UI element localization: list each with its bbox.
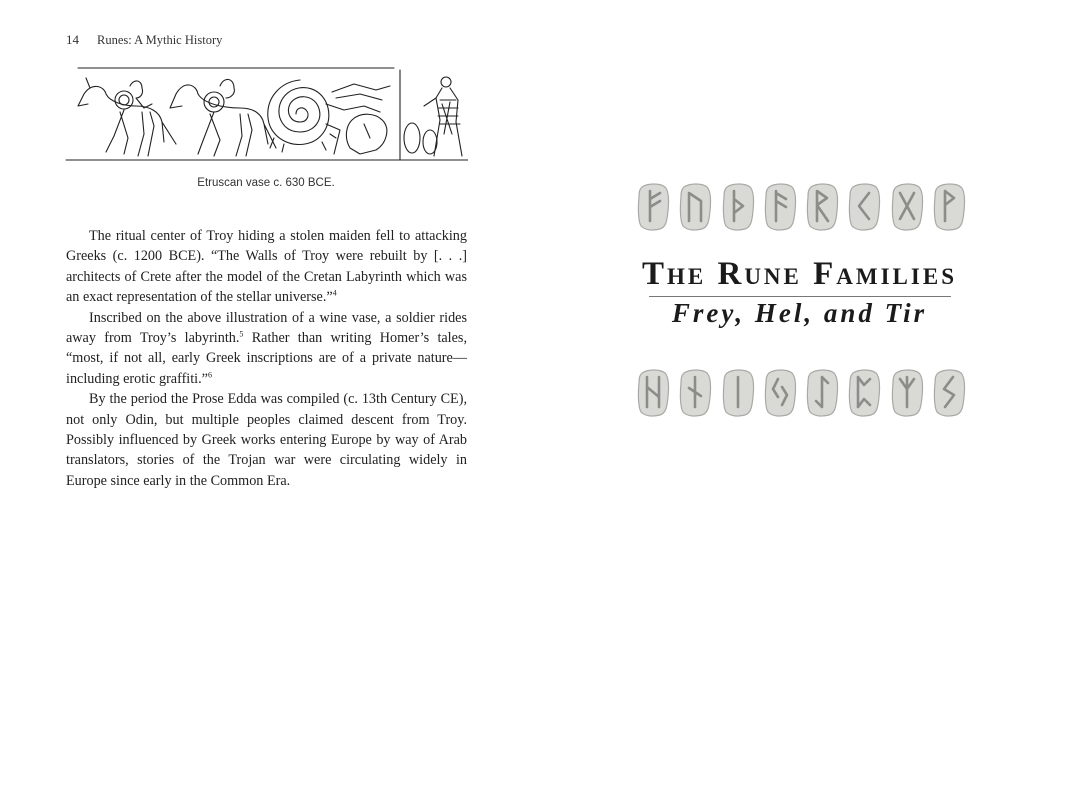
rune-stone-perthro-icon [847,367,881,417]
rune-stone-naudiz-icon [678,367,712,417]
figure-caption: Etruscan vase c. 630 BCE. [197,177,335,189]
rune-stone-eihwaz-icon [805,367,839,417]
paragraph: Inscribed on the above illustration of a wine vase, a soldier rides away from Troy’s labyrinth.$^5$ Rather than writing Homer’s tales, “most, if not all, early Greek inscriptions are of a private nature—including erotic graffiti.”$^6$ [66,309,467,387]
chapter-subtitle: Frey, Hel, and Tir [671,298,928,328]
chapter-title: The Rune Families [642,256,957,292]
paragraph: By the period the Prose Edda was compiled (c. 13th Century CE), not only Odin, but multiple peoples claimed descent from Troy. Possibly influenced by Greek works entering Europe by way of Arab translators, stories of the Trojan war were circulating widely in Europe since early in the Common Era. [66,391,467,489]
paragraph: The ritual center of Troy hiding a stolen maiden fell to attacking Greeks (c. 1200 BCE). “The Walls of Troy were rebuilt by [. . .] architects of Crete after the model of the Cretan Labyrinth which was an exact representation of the stellar universe.”$^4$ [66,228,467,306]
rune-stones-top-row [636,178,966,234]
footnote-marker: 6 [207,370,212,380]
page-number: 14 [66,32,79,47]
footnote-marker: 4 [332,288,337,298]
rune-stone-fehu-icon [636,181,670,231]
rune-stone-isa-icon [721,367,755,417]
rune-stone-raido-icon [805,181,839,231]
rune-stone-gebo-icon [890,181,924,231]
rune-stone-algiz-icon [890,367,924,417]
rune-stone-sowilo-icon [932,367,966,417]
rune-stone-ansuz-icon [763,181,797,231]
rune-stone-hagalaz-icon [636,367,670,417]
rune-stones-bottom-row [636,364,966,420]
rune-stone-jera-icon [763,367,797,417]
rune-stone-uruz-icon [678,181,712,231]
rune-stone-thurisaz-icon [721,181,755,231]
right-page [533,0,1066,800]
rune-stone-wunjo-icon [932,181,966,231]
etruscan-vase-illustration [64,64,468,164]
running-head [66,32,222,48]
title-divider [649,296,951,297]
rune-stone-kenaz-icon [847,181,881,231]
footnote-marker: 5 [239,329,244,339]
body-text [66,226,467,491]
running-head-title: Runes: A Mythic History [97,33,223,47]
